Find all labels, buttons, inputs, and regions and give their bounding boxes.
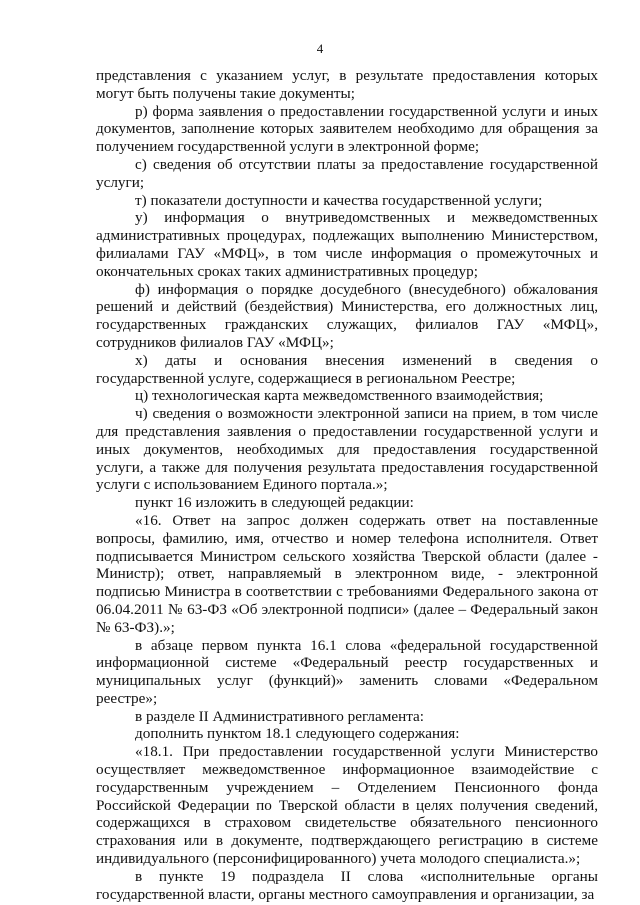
paragraph-p-18-1: дополнить пунктом 18.1 следующего содержания: [135,725,460,743]
paragraph-p-sec2: в разделе II Административного регламента: [135,707,424,725]
paragraph-p-16-text: «16. Ответ на запрос должен содержать ответ на поставленные вопросы, фамилию, имя, отчество и номер телефона исполнителя. Ответ подписывается Министром сельского хозяйства Тверской области (далее - Министр); ответ, направляемый в электронном виде, - электронной подписью Министра в соответствии с требованиями Федерального закона от 06.04.2011 № 63-ФЗ «Об электронной подписи» (далее – Федеральный закон № 63-ФЗ).»; [96,511,598,636]
paragraph-p-s: с) сведения об отсутствии платы за предоставление государственной услуги; [96,155,598,191]
paragraph-p-kh: х) даты и основания внесения изменений в сведения о государственной услуге, содержащиеся в региональном Реестре; [96,351,598,387]
paragraph-p-ts: ц) технологическая карта межведомственного взаимодействия; [135,387,544,405]
paragraph-p-t: т) показатели доступности и качества государственной услуги; [135,191,543,209]
paragraph-p-19: в пункте 19 подраздела II слова «исполнительные органы государственной власти, органы местного самоуправления и организации, за [96,867,598,903]
page-number: 4 [316,41,324,56]
paragraph-p-cont: представления с указанием услуг, в результате предоставления которых могут быть получены такие документы; [96,67,598,102]
paragraph-p-18-1-text: «18.1. При предоставлении государственной услуги Министерство осуществляет межведомственное информационное взаимодействие с государственным учреждением – Отделением Пенсионного фонда Российской Федерации по Тверской области в целях получения сведений, содержащихся в страховом свидетельстве обязательного пенсионного страхования или в документе, подтверждающего регистрацию в системе индивидуального (персонифицированного) учета молодого специалиста.»; [96,743,598,868]
paragraph-p-16: пункт 16 изложить в следующей редакции: [135,494,414,512]
paragraph-p-ch: ч) сведения о возможности электронной записи на прием, в том числе для представления заявления о предоставлении государственной услуги и иных документов, необходимых для предоставления государственной услуги, а также для получения результата предоставления государственной услуги с использованием Единого портала.»; [96,405,598,494]
paragraph-p-r: р) форма заявления о предоставлении государственной услуги и иных документов, заполнение которых заявителем необходимо для обращения за получением государственной услуги в электронной форме; [96,102,598,156]
document-body [96,67,598,903]
paragraph-p-u: у) информация о внутриведомственных и межведомственных административных процедурах, подлежащих выполнению Министерством, филиалами ГАУ «МФЦ», в том числе информация о промежуточных и окончательных сроках таких административных процедур; [96,209,598,280]
paragraph-p-f: ф) информация о порядке досудебного (внесудебного) обжалования решений и действий (бездействия) Министерства, его должностных лиц, государственных гражданских служащих, филиалов ГАУ «МФЦ», сотрудников филиалов ГАУ «МФЦ»; [96,280,598,351]
paragraph-p-16-1: в абзаце первом пункта 16.1 слова «федеральной государственной информационной системе «Федеральный реестр государственных и муниципальных услуг (функций)» заменить словами «Федеральном реестре»; [96,636,598,707]
